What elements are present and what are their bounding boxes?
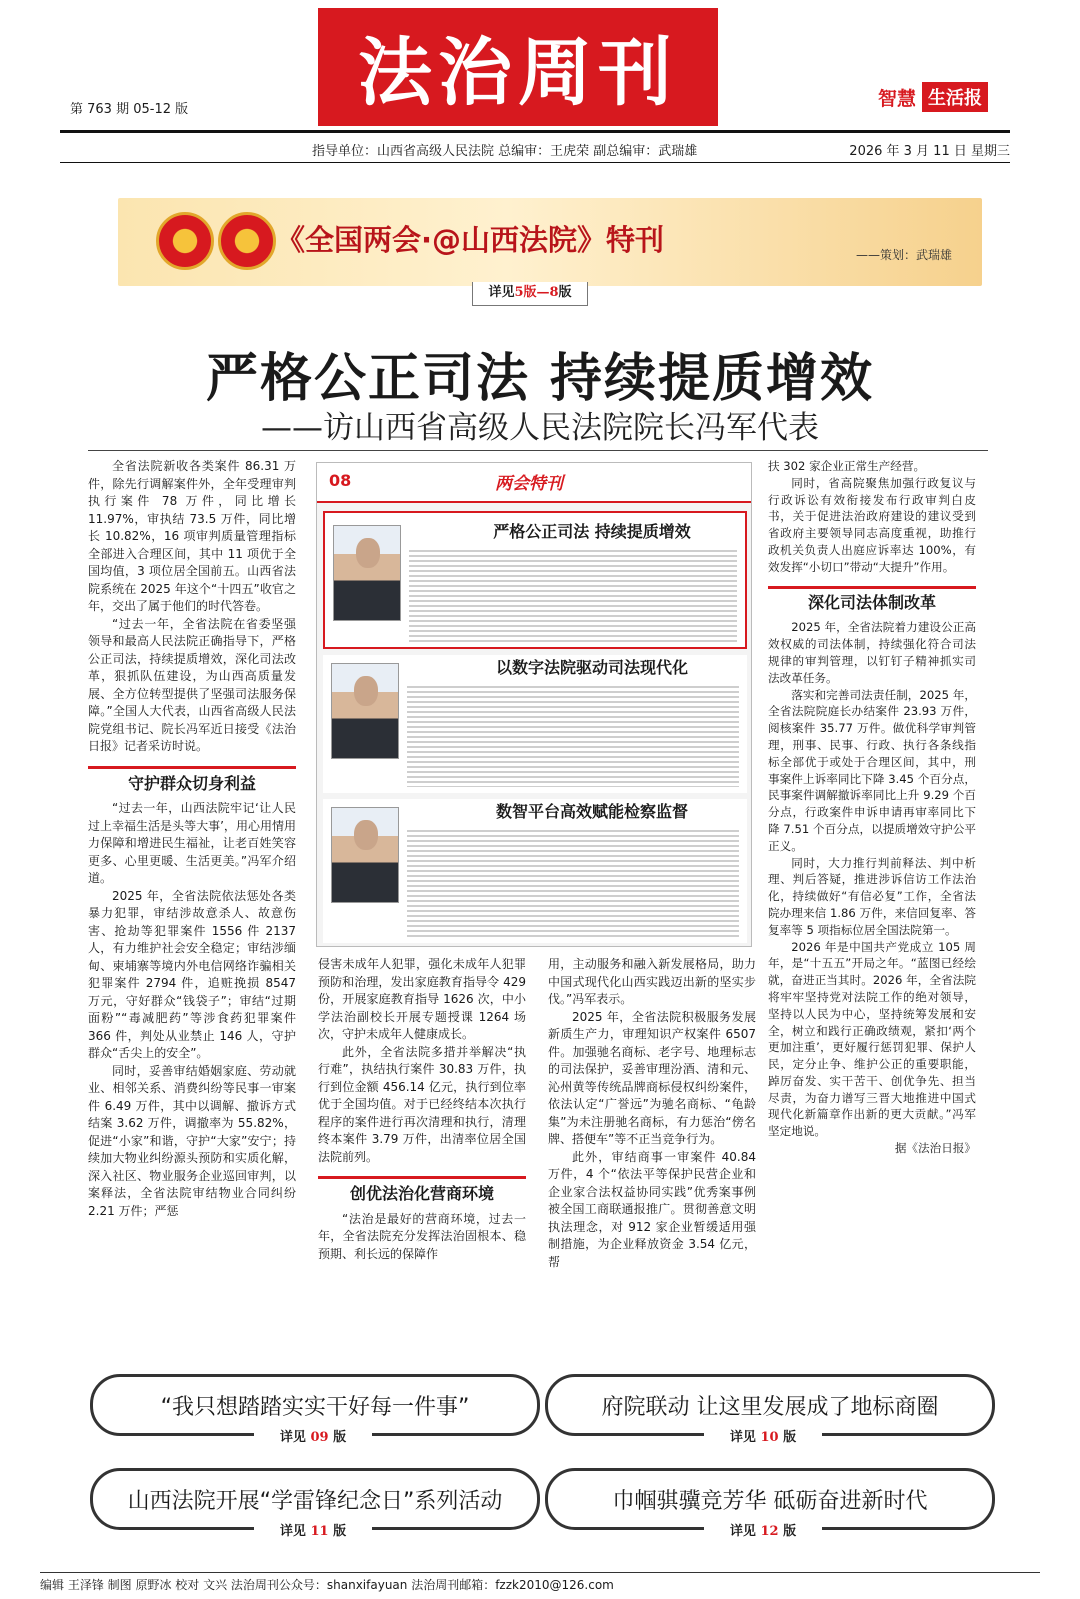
portrait-photo bbox=[333, 525, 401, 621]
clipping-story-3[interactable] bbox=[323, 799, 747, 943]
see-page: 11 bbox=[310, 1524, 329, 1539]
banner-see-pages[interactable] bbox=[472, 282, 588, 306]
article-column-3 bbox=[548, 956, 756, 1271]
see-suffix: 版 bbox=[783, 1524, 797, 1539]
paragraph: 2025 年，全省法院依法惩处各类暴力犯罪，审结涉故意杀人、故意伤害、抢劫等犯罪案件 1556 件 2137 人，有力维护社会安全稳定；审结涉缅甸、柬埔寨等境内外电信网络诈骗相关犯罪案件 2794 件，追赃挽损 8547 万元，守好群众“钱袋子”；审结“过期面粉”“毒减肥药”等涉食药犯罪案件 366 件，判处从业禁止 146 人，守护群众“舌尖上的安全”。 bbox=[88, 888, 296, 1060]
banner-title: 《全国两会·@山西法院》特刊 bbox=[276, 223, 665, 257]
clipping-text bbox=[407, 827, 739, 937]
see-suffix: 版 bbox=[333, 1430, 347, 1445]
teaser-title: 山西法院开展“学雷锋纪念日”系列活动 bbox=[127, 1488, 503, 1514]
page-clipping[interactable] bbox=[316, 462, 752, 947]
national-emblem-icon bbox=[156, 212, 214, 270]
guidance-line: 指导单位：山西省高级人民法院 总编审：王虎荣 副总编审：武瑞雄 bbox=[312, 144, 698, 159]
section-heading: 守护群众切身利益 bbox=[88, 766, 296, 793]
see-prefix: 详见 bbox=[279, 1430, 306, 1445]
teaser-see-page-2[interactable] bbox=[704, 1426, 822, 1448]
subheadline: ——访山西省高级人民法院院长冯军代表 bbox=[261, 410, 819, 446]
brand-logo bbox=[878, 82, 988, 112]
section-heading: 创优法治化营商环境 bbox=[318, 1176, 526, 1203]
brand-shenghuobao: 生活报 bbox=[922, 82, 988, 112]
clipping-story-2[interactable] bbox=[323, 655, 747, 793]
see-suffix: 版 bbox=[783, 1430, 797, 1445]
see-pages: 5版—8 bbox=[514, 285, 559, 300]
footer-credits: 编辑 王泽锋 制图 原野冰 校对 文兴 法治周刊公众号：shanxifayuan 法治周刊邮箱：fzzk2010@126.com bbox=[40, 1578, 614, 1592]
meta-rule bbox=[60, 162, 1010, 163]
clipping-story-1[interactable] bbox=[323, 511, 747, 649]
paragraph: 用，主动服务和融入新发展格局，助力中国式现代化山西实践迈出新的坚实步伐。”冯军表示。 bbox=[548, 957, 756, 1006]
teaser-see-page-4[interactable] bbox=[704, 1520, 822, 1542]
masthead bbox=[0, 0, 1080, 159]
paragraph: 2025 年，全省法院积极服务发展新质生产力，审理知识产权案件 6507 件。加强驰名商标、老字号、地理标志的司法保护，妥善审理汾酒、清和元、沁州黄等传统品牌商标侵权纠纷案件，依法认定“广誉远”为驰名商标、“龟龄集”为未注册驰名商标，有力惩治“傍名牌、搭便车”等不正当竞争行为。 bbox=[548, 1009, 756, 1146]
see-page: 09 bbox=[310, 1430, 329, 1445]
paragraph: 2025 年，全省法院着力建设公正高效权威的司法体制，持续强化符合司法规律的审判管理，以钉钉子精神抓实司法改革任务。 bbox=[768, 620, 976, 685]
article-column-1 bbox=[88, 458, 296, 1220]
teaser-title: “我只想踏踏实实干好每一件事” bbox=[160, 1394, 470, 1420]
paragraph: 同时，省高院聚焦加强行政复议与行政诉讼有效衔接发布行政审判白皮书，关于促进法治政府建设的建议受到省政府主要领导同志高度重视，助推行政机关负责人出庭应诉率达 100%，有效发挥“小切口”带动“大提升”作用。 bbox=[768, 475, 976, 574]
clipping-text bbox=[407, 683, 739, 787]
see-prefix: 详见 bbox=[729, 1430, 756, 1445]
masthead-meta bbox=[60, 140, 1010, 159]
article-column-4 bbox=[768, 458, 976, 1157]
masthead-rule bbox=[60, 130, 1010, 133]
see-prefix: 详见 bbox=[488, 285, 515, 300]
paragraph: 2026 年是中国共产党成立 105 周年，是“十五五”开局之年。“蓝图已经绘就，奋进正当其时。2026 年，全省法院将牢牢坚持党对法院工作的绝对领导，坚持以人民为中心，坚持统筹发展和安全，树立和践行正确政绩观，紧扣‘两个更加注重’，更好履行惩罚犯罪、保护人民，定分止争、维护公正的重要职能，踔厉奋发、实干苦干、创优争先、担当尽责，为奋力谱写三晋大地推进中国式现代化新篇章作出新的更大贡献。”冯军坚定地说。 bbox=[768, 939, 976, 1139]
section-heading: 深化司法体制改革 bbox=[768, 586, 976, 612]
paragraph: 同时，大力推行判前释法、判中析理、判后答疑，推进涉诉信访工作法治化，持续做好“有信必复”工作，全省法院办理来信 1.86 万件，来信回复率、答复率等 5 项指标位居全国法院第一。 bbox=[768, 855, 976, 937]
see-page: 10 bbox=[760, 1430, 779, 1445]
portrait-photo bbox=[331, 807, 399, 903]
paper-title: 法治周刊 bbox=[358, 30, 678, 116]
see-suffix: 版 bbox=[558, 285, 572, 300]
clipping-story-title: 以数字法院驱动司法现代化 bbox=[495, 658, 688, 677]
footer-rule bbox=[40, 1572, 1040, 1573]
see-page: 12 bbox=[760, 1524, 779, 1539]
cppcc-emblem-icon bbox=[218, 212, 276, 270]
brand-zhihui: 智慧 bbox=[878, 87, 917, 110]
paragraph: 落实和完善司法责任制，2025 年，全省法院院庭长办结案件 23.93 万件，阅核案件 35.77 万件。做优科学审判管理，刑事、民事、行政、执行各条线指标全部优于或处于合理区间，其中，刑事案件上诉率同比下降 3.45 个百分点，民事案件调解撤诉率同比上升 9.29 个百分点，行政案件申诉申请再审率同比下降 7.51 个百分点，以提质增效守护公平正义。 bbox=[768, 687, 976, 853]
paragraph: 此外，审结商事一审案件 40.84 万件，4 个“依法平等保护民营企业和企业家合法权益协同实践”优秀案事例被全国工商联通报推广。贯彻善意文明执法理念，对 912 家企业暂缓适用强制措施，为企业释放资金 3.54 亿元，帮 bbox=[548, 1149, 756, 1269]
teaser-title: 巾帼骐骥竞芳华 砥砺奋进新时代 bbox=[612, 1488, 928, 1514]
paragraph: “法治是最好的营商环境，过去一年，全省法院充分发挥法治固根本、稳预期、利长远的保障作 bbox=[318, 1211, 526, 1261]
headline: 严格公正司法 持续提质增效 bbox=[205, 348, 875, 409]
clipping-text bbox=[409, 547, 737, 643]
special-issue-banner[interactable] bbox=[118, 198, 982, 286]
article-source: 据《法治日报》 bbox=[894, 1141, 976, 1156]
paper-title-box bbox=[318, 8, 718, 126]
paragraph: 同时，妥善审结婚姻家庭、劳动就业、相邻关系、消费纠纷等民事一审案件 6.49 万件，其中以调解、撤诉方式结案 3.62 万件，调撤率为 55.82%，促进“小家”和谐，守护“大家”安宁；持续加大物业纠纷源头预防和实质化解，深入社区、物业服务企业巡回审判，以案释法，全省法院审结物业合同纠纷 2.21 万件；严惩 bbox=[88, 1063, 296, 1218]
teaser-see-page-1[interactable] bbox=[254, 1426, 372, 1448]
paragraph: “过去一年，全省法院在省委坚强领导和最高人民法院正确指导下，严格公正司法，持续提质增效，深化司法改革，狠抓队伍建设，为山西高质量发展、全方位转型提供了坚强司法服务保障。”全国人大代表，山西省高级人民法院党组书记、院长冯军近日接受《法治日报》记者采访时说。 bbox=[88, 616, 296, 753]
see-prefix: 详见 bbox=[279, 1524, 306, 1539]
paragraph: 侵害未成年人犯罪，强化未成年人犯罪预防和治理，发出家庭教育指导令 429 份，开展家庭教育指导 1626 次，中小学法治副校长开展专题授课 1264 场次，守护未成年人健康成长。 bbox=[318, 957, 526, 1041]
see-suffix: 版 bbox=[333, 1524, 347, 1539]
portrait-photo bbox=[331, 663, 399, 759]
teaser-title: 府院联动 让这里发展成了地标商圈 bbox=[601, 1394, 939, 1420]
subhead-rule bbox=[88, 450, 988, 451]
clipping-story-title: 严格公正司法 持续提质增效 bbox=[493, 522, 691, 541]
publication-date: 2026 年 3 月 11 日 星期三 bbox=[849, 144, 1010, 159]
clipping-paper-name: 两会特刊 bbox=[495, 474, 563, 494]
paragraph: “过去一年，山西法院牢记‘让人民过上幸福生活是头等大事’，用心用情用力保障和增进民生福祉，让老百姓笑容更多、心里更暖、生活更美。”冯军介绍道。 bbox=[88, 801, 296, 885]
paragraph: 全省法院新收各类案件 86.31 万件，除先行调解案件外，全年受理审判执行案件 78 万件，同比增长 11.97%，审执结 73.5 万件，同比增长 10.82%，16 项审判质量管理指标全部进入合理区间，其中 11 项优于全国均值，3 项位居全国前五。山西省法院系统在 2025 年这个“十四五”收官之年，交出了属于他们的时代答卷。 bbox=[88, 459, 296, 613]
teaser-see-page-3[interactable] bbox=[254, 1520, 372, 1542]
article-column-2 bbox=[318, 956, 526, 1263]
clipping-page-number: 08 bbox=[329, 471, 352, 490]
paragraph: 扶 302 家企业正常生产经营。 bbox=[768, 459, 926, 473]
paragraph: 此外，全省法院多措并举解决“执行难”，执结执行案件 30.83 万件，执行到位金额 456.14 亿元，执行到位率优于全国均值。对于已经终结本次执行程序的案件进行再次清理和执行，清理终本案件 3.79 万件，出清率位居全国法院前列。 bbox=[318, 1044, 526, 1164]
clipping-story-title: 数智平台高效赋能检察监督 bbox=[495, 802, 688, 821]
banner-planner: ——策划：武瑞雄 bbox=[855, 248, 952, 262]
see-prefix: 详见 bbox=[729, 1524, 756, 1539]
issue-number: 第 763 期 05-12 版 bbox=[70, 102, 189, 117]
clipping-header bbox=[317, 463, 752, 503]
